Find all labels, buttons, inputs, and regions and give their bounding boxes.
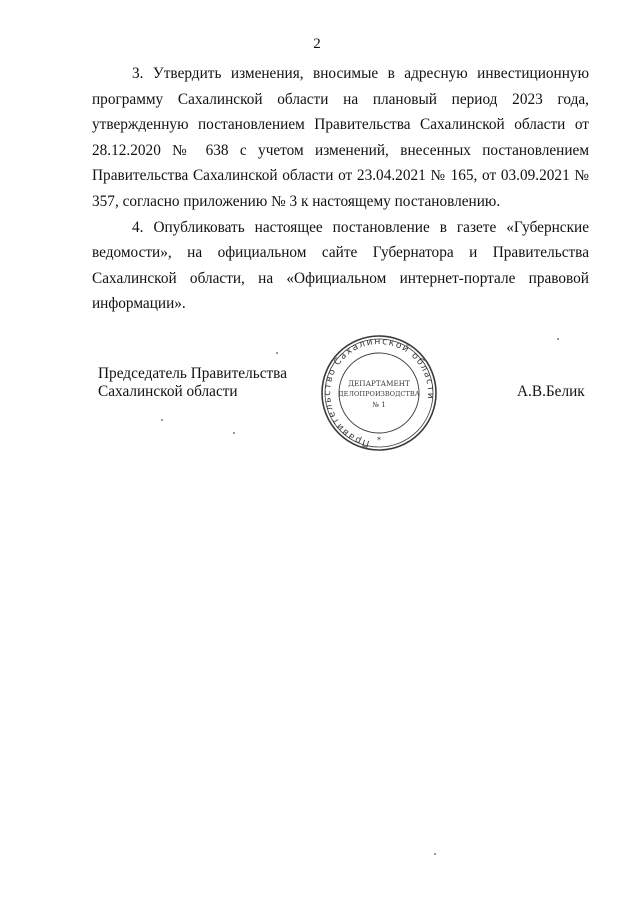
official-seal-stamp xyxy=(313,335,445,453)
scan-speck xyxy=(434,853,436,855)
seal-line-records: ДЕЛОПРОИЗВОДСТВА xyxy=(338,390,420,398)
signatory-name: А.В.Белик xyxy=(517,383,585,400)
seal-line-number: № 1 xyxy=(372,401,386,409)
scan-speck xyxy=(233,432,235,434)
paragraph-3: 3. Утвердить изменения, вносимые в адресную инвестиционную программу Сахалинской области на плановый период 2023 года, утвержденную постановлением Правительства Сахалинской области от 28.12.2020 № 638 с учетом изменений, внесенных постановлением Правительства Сахалинской области от 23.04.2021 № 165, от 03.09.2021 № 357, согласно приложению № 3 к настоящему постановлению. xyxy=(92,65,589,210)
seal-star-icon: * xyxy=(377,436,381,445)
seal-outer-text: Правительство Сахалинской области xyxy=(322,335,437,450)
paragraph-4: 4. Опубликовать настоящее постановление в газете «Губернские ведомости», на официальном сайте Губернатора и Правительства Сахалинской области, на «Официальном интернет-портале правовой информации». xyxy=(92,218,589,313)
scan-speck xyxy=(557,338,559,340)
page-number: 2 xyxy=(313,36,321,52)
document-body xyxy=(92,61,589,317)
scan-speck xyxy=(161,419,163,421)
scan-speck xyxy=(276,352,278,354)
signatory-position xyxy=(98,365,287,400)
signatory-position-line2: Сахалинской области xyxy=(98,382,238,400)
signatory-position-line1: Председатель Правительства xyxy=(98,365,287,382)
seal-line-department: ДЕПАРТАМЕНТ xyxy=(348,379,410,388)
